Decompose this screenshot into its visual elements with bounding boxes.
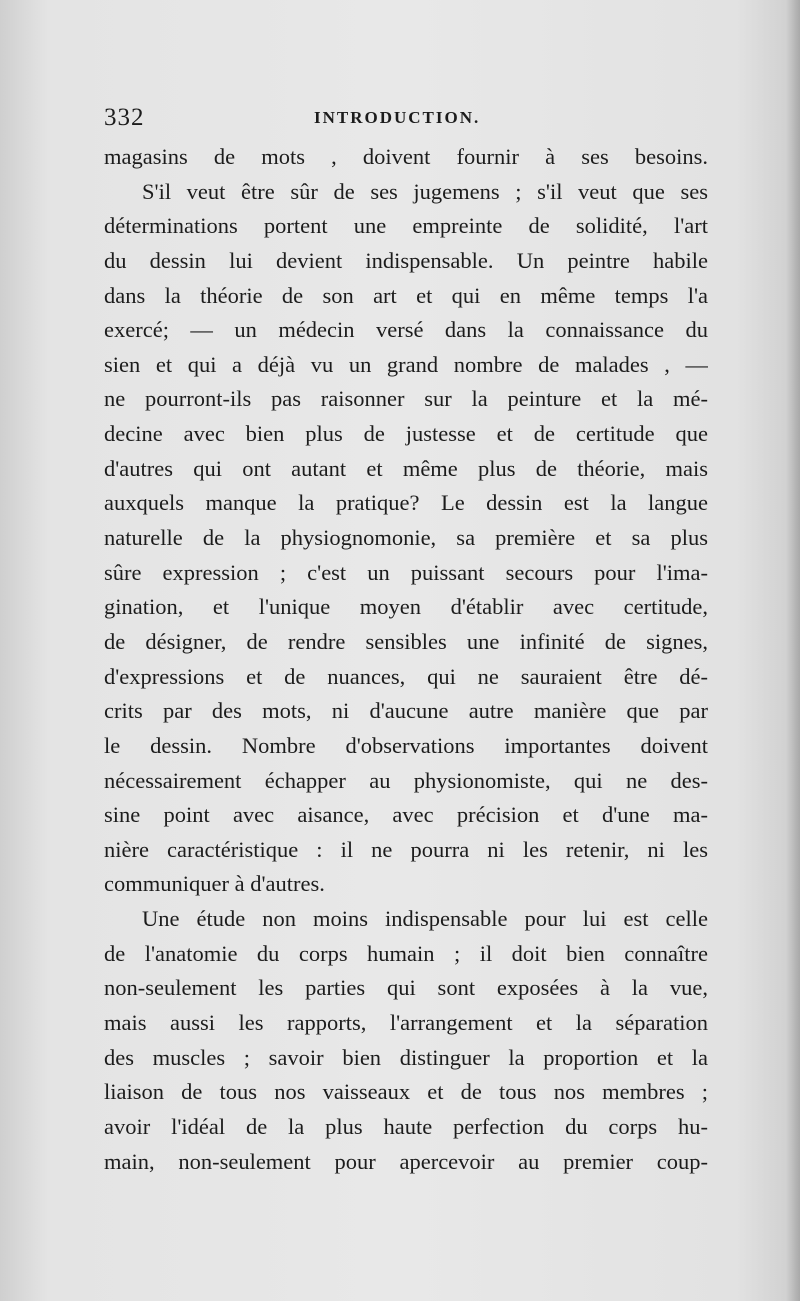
text-line: sine point avec aisance, avec précision et d'une ma-	[104, 802, 708, 828]
text-line: du dessin lui devient indispensable. Un peintre habile	[104, 247, 708, 273]
text-line: de l'anatomie du corps humain ; il doit bien connaître	[104, 940, 708, 966]
page-number: 332	[104, 104, 145, 131]
text-line: exercé; — un médecin versé dans la connaissance du	[104, 317, 708, 343]
text-line: ne pourront-ils pas raisonner sur la peinture et la mé-	[104, 386, 708, 412]
text-line: decine avec bien plus de justesse et de certitude que	[104, 421, 708, 447]
text-line: d'expressions et de nuances, qui ne sauraient être dé-	[104, 663, 708, 689]
text-line: sûre expression ; c'est un puissant secours pour l'ima-	[104, 559, 708, 585]
text-line: d'autres qui ont autant et même plus de théorie, mais	[104, 455, 708, 481]
text-line: naturelle de la physiognomonie, sa première et sa plus	[104, 525, 708, 551]
body-text	[104, 140, 708, 1179]
text-line: nière caractéristique : il ne pourra ni les retenir, ni les	[104, 836, 708, 862]
text-line: magasins de mots , doivent fournir à ses besoins.	[104, 144, 708, 169]
text-line: non-seulement les parties qui sont exposées à la vue,	[104, 975, 708, 1001]
text-line: dans la théorie de son art et qui en même temps l'a	[104, 282, 708, 308]
text-line: mais aussi les rapports, l'arrangement et la séparation	[104, 1010, 708, 1036]
text-line: liaison de tous nos vaisseaux et de tous nos membres ;	[104, 1079, 708, 1105]
text-line: de désigner, de rendre sensibles une infinité de signes,	[104, 628, 708, 654]
text-line: Une étude non moins indispensable pour lui est celle	[142, 906, 708, 932]
text-line: S'il veut être sûr de ses jugemens ; s'il veut que ses	[142, 178, 708, 204]
text-line: auxquels manque la pratique? Le dessin est la langue	[104, 490, 708, 516]
page-header	[104, 104, 704, 134]
text-line: sien et qui a déjà vu un grand nombre de malades , —	[104, 351, 708, 377]
text-line: des muscles ; savoir bien distinguer la proportion et la	[104, 1044, 708, 1070]
text-line: gination, et l'unique moyen d'établir avec certitude,	[104, 594, 708, 620]
running-title: INTRODUCTION.	[314, 108, 481, 127]
text-line: crits par des mots, ni d'aucune autre manière que par	[104, 698, 708, 724]
text-line: nécessairement échapper au physionomiste, qui ne des-	[104, 767, 708, 793]
text-line: avoir l'idéal de la plus haute perfection du corps hu-	[104, 1113, 708, 1139]
text-line: déterminations portent une empreinte de solidité, l'art	[104, 213, 708, 239]
text-line: communiquer à d'autres.	[104, 871, 325, 897]
text-line: main, non-seulement pour apercevoir au premier coup-	[104, 1148, 708, 1174]
page-edge-shadow	[786, 0, 800, 1301]
text-line: le dessin. Nombre d'observations importantes doivent	[104, 732, 708, 758]
